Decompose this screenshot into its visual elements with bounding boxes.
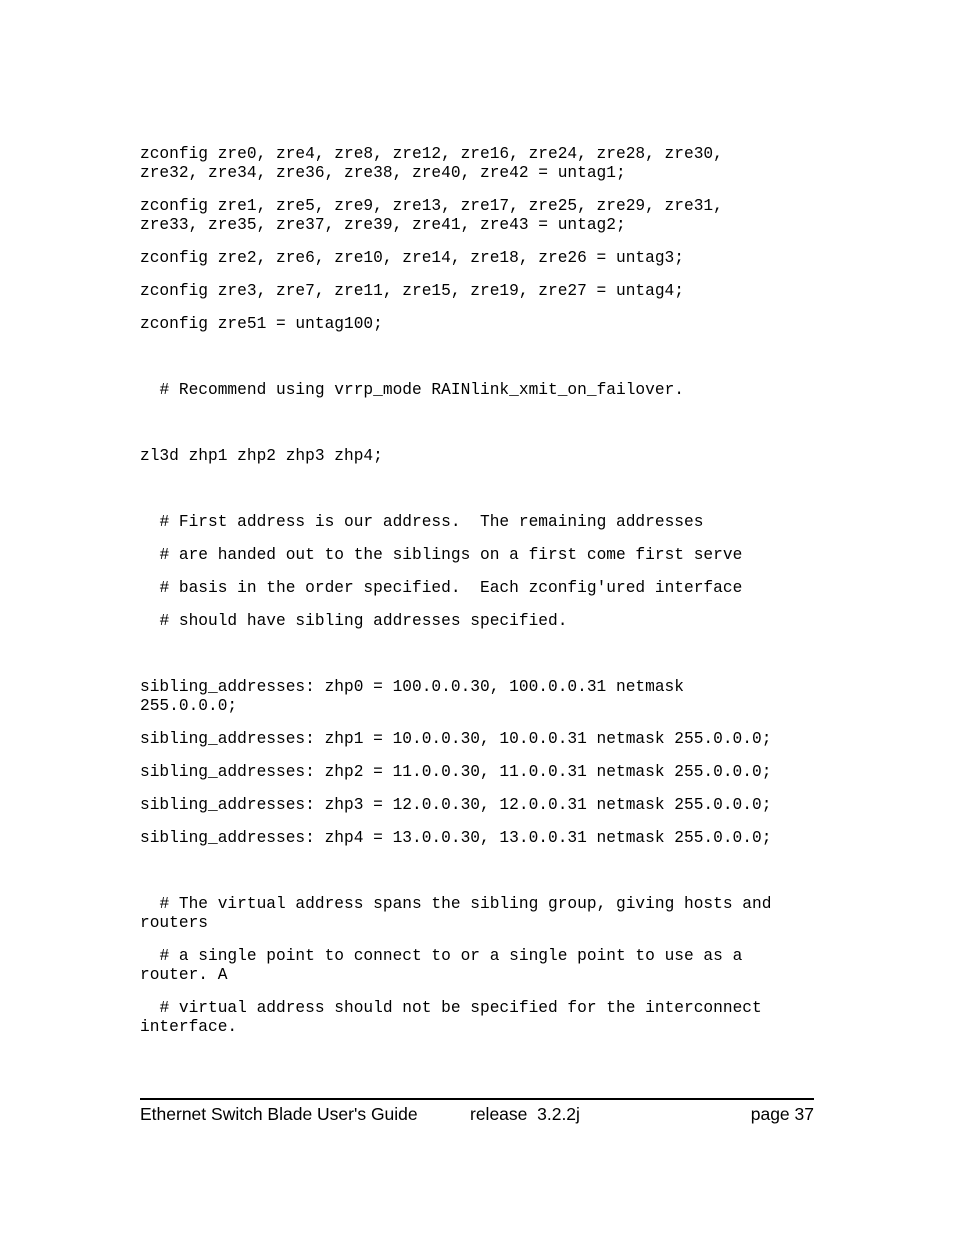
zconfig-line: zconfig zre2, zre6, zre10, zre14, zre18, zre26 = untag3; (140, 249, 684, 267)
sibling-addresses-line: sibling_addresses: zhp2 = 11.0.0.30, 11.0.0.31 netmask 255.0.0.0; (140, 763, 772, 781)
footer-title: Ethernet Switch Blade User's Guide (140, 1104, 418, 1124)
comment-line: # First address is our address. The remaining addresses (140, 513, 704, 531)
comment-line: # basis in the order specified. Each zconfig'ured interface (140, 579, 743, 597)
comment-line: # virtual address should not be specified for the interconnect interface. (140, 999, 762, 1036)
footer-page-number: page 37 (750, 1104, 814, 1124)
blank-line (140, 480, 820, 513)
zl3d-line: zl3d zhp1 zhp2 zhp3 zhp4; (140, 447, 383, 465)
footer-release: release 3.2.2j (470, 1104, 580, 1124)
config-code-block (140, 145, 820, 1051)
comment-line: # should have sibling addresses specified. (140, 612, 568, 630)
comment-line: # a single point to connect to or a single point to use as a router. A (140, 947, 743, 984)
blank-line (140, 862, 820, 895)
sibling-addresses-line: sibling_addresses: zhp0 = 100.0.0.30, 100.0.0.31 netmask 255.0.0.0; (140, 678, 684, 715)
comment-line: # Recommend using vrrp_mode RAINlink_xmit_on_failover. (140, 381, 684, 399)
comment-line: # The virtual address spans the sibling group, giving hosts and routers (140, 895, 772, 932)
page-footer (140, 1098, 814, 1124)
comment-line: # are handed out to the siblings on a first come first serve (140, 546, 743, 564)
blank-line (140, 414, 820, 447)
blank-line (140, 348, 820, 381)
zconfig-line: zconfig zre3, zre7, zre11, zre15, zre19, zre27 = untag4; (140, 282, 684, 300)
blank-line (140, 645, 820, 678)
sibling-addresses-line: sibling_addresses: zhp3 = 12.0.0.30, 12.0.0.31 netmask 255.0.0.0; (140, 796, 772, 814)
sibling-addresses-line: sibling_addresses: zhp1 = 10.0.0.30, 10.0.0.31 netmask 255.0.0.0; (140, 730, 772, 748)
sibling-addresses-line: sibling_addresses: zhp4 = 13.0.0.30, 13.0.0.31 netmask 255.0.0.0; (140, 829, 772, 847)
zconfig-line: zconfig zre0, zre4, zre8, zre12, zre16, zre24, zre28, zre30, zre32, zre34, zre36, zre38, zre40, zre42 = untag1; (140, 145, 723, 182)
zconfig-line: zconfig zre51 = untag100; (140, 315, 383, 333)
zconfig-line: zconfig zre1, zre5, zre9, zre13, zre17, zre25, zre29, zre31, zre33, zre35, zre37, zre39, zre41, zre43 = untag2; (140, 197, 723, 234)
